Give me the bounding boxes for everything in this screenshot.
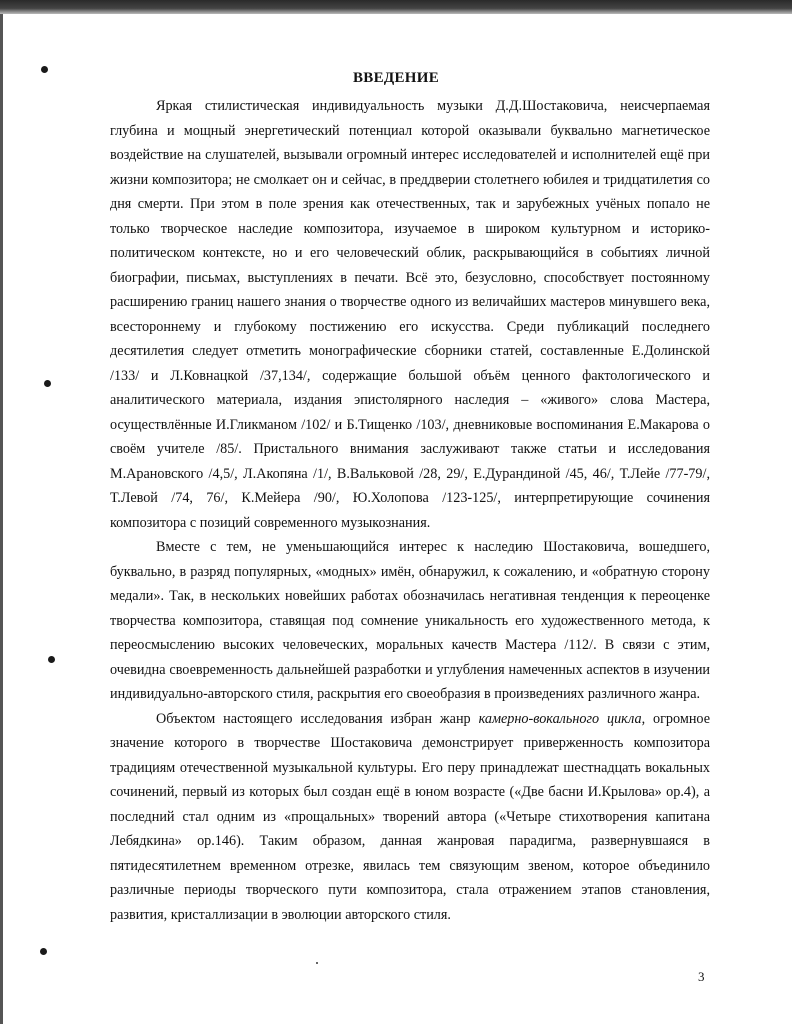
paragraph xyxy=(110,707,710,928)
paragraph: Яркая стилистическая индивидуальность музыки Д.Д.Шостаковича, неисчерпаемая глубина и мощный энергетический потенциал которой оказывали буквально магнетическое воздействие на слушателей, вызывали огромный интерес исследователей и исполнителей ещё при жизни композитора; не смолкает он и сейчас, в преддверии столетнего юбилея и тридцатилетия со дня смерти. При этом в поле зрения как отечественных, так и зарубежных учёных попало не только творческое наследие композитора, изучаемое в широком культурном и историко-политическом контексте, но и его человеческий облик, раскрывающийся в событиях личной биографии, письмах, выступлениях в печати. Всё это, безусловно, способствует постоянному расширению границ нашего знания о творчестве одного из величайших мастеров минувшего века, всестороннему и глубокому постижению его искусства. Среди публикаций последнего десятилетия следует отметить монографические сборники статей, составленные Е.Долинской /133/ и Л.Ковнацкой /37,134/, содержащие большой объём ценного фактологического и аналитического материала, издания эпистолярного наследия – «живого» слова Мастера, осуществлённые И.Гликманом /102/ и Б.Тищенко /103/, дневниковые воспоминания Е.Макарова о своём учителе /85/. Пристального внимания заслуживают также статьи и исследования М.Арановского /4,5/, Л.Акопяна /1/, В.Вальковой /28, 29/, Е.Дурандиной /45, 46/, Т.Лейе /77-79/, Т.Левой /74, 76/, К.Мейера /90/, Ю.Холопова /123-125/, интерпретирующие сочинения композитора с позиций современного музыкознания. xyxy=(110,98,710,531)
punch-hole-mark xyxy=(48,656,55,663)
punch-hole-mark xyxy=(44,380,51,387)
page-number: 3 xyxy=(698,969,705,984)
paragraph-text: Объектом настоящего исследования избран жанр xyxy=(156,710,479,727)
scan-left-edge xyxy=(0,14,3,1024)
punch-hole-mark xyxy=(40,948,47,955)
scan-top-edge xyxy=(0,0,792,14)
paragraph: Вместе с тем, не уменьшающийся интерес к наследию Шостаковича, вошедшего, буквально, в разряд популярных, «модных» имён, обнаружил, к сожалению, и «обратную сторону медали». Так, в нескольких новейших работах обозначилась негативная тенденция к переоценке творчества композитора, ставящая под сомнение уникальность его художественного метода, к переосмыслению высоких человеческих, моральных качеств Мастера /112/. В связи с этим, очевидна своевременность дальнейшей разработки и углубления намеченных аспектов в изучении индивидуально-авторского стиля, раскрытия его своеобразия в произведениях различного жанра. xyxy=(110,539,710,702)
emphasis-text: камерно-вокального цикла xyxy=(478,710,642,727)
paragraph-text: , огромное значение которого в творчестве Шостаковича демонстрирует приверженность композитора традициям отечественной музыкальной культуры. Его перу принадлежат шестнадцать вокальных сочинений, первый из которых был создан ещё в юном возрасте («Две басни И.Крылова» ор.4), а последний стал одним из «прощальных» творений автора («Четыре стихотворения капитана Лебядкина» ор.146). Таким образом, данная жанровая парадигма, развернувшаяся в пятидесятилетнем временном отрезке, явилась тем связующим звеном, которое объединило различные периоды творческого пути композитора, стала отражением этапов становления, развития, кристаллизации в эволюции авторского стиля. xyxy=(110,710,710,923)
page-title: ВВЕДЕНИЕ xyxy=(352,70,440,86)
scan-speck xyxy=(316,962,318,964)
document-body xyxy=(110,94,710,927)
